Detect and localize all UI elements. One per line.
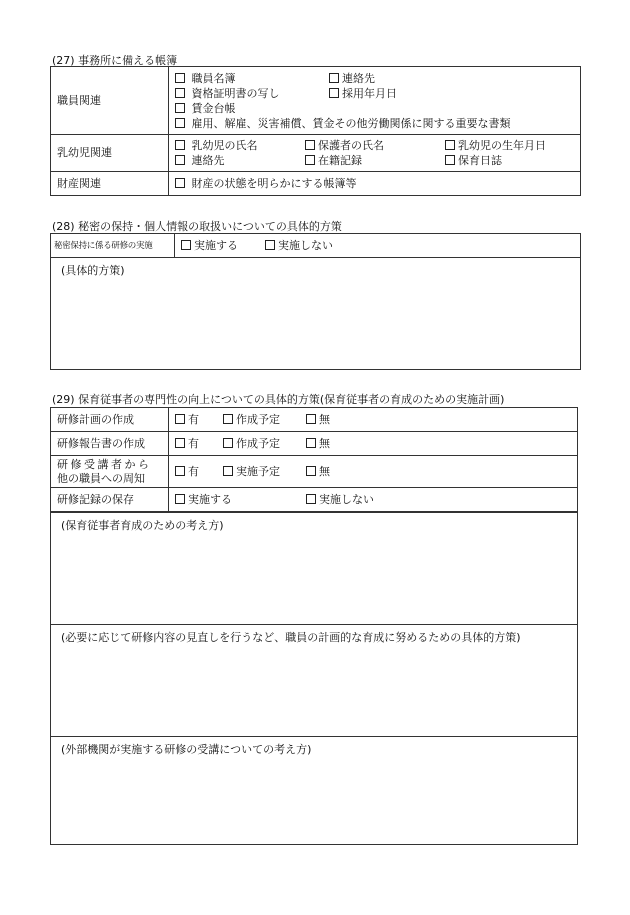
confidentiality-training-label: 秘密保持に係る研修の実施 <box>51 234 175 258</box>
checkbox[interactable] <box>329 88 339 98</box>
training-review-box[interactable] <box>50 624 578 737</box>
confidentiality-options: 実施する 実施しない <box>175 234 581 258</box>
staff-items: 職員名簿 連絡先 資格証明書の写し 採用年月日 賃金台帳 雇用、解雇、災害補償、賃金その他労働関係に関する重要な書類 <box>169 67 581 135</box>
row-label-plan: 研修計画の作成 <box>51 408 169 432</box>
row-label-infant: 乳幼児関連 <box>51 135 169 172</box>
checkbox[interactable] <box>305 140 315 150</box>
plan-options: 有 作成予定 無 <box>169 408 578 432</box>
row-label-staff: 職員関連 <box>51 67 169 135</box>
external-training-box[interactable] <box>50 736 578 845</box>
specific-measures-box[interactable] <box>50 257 581 370</box>
training-philosophy-box[interactable] <box>50 512 578 625</box>
checkbox[interactable] <box>445 155 455 165</box>
checkbox[interactable] <box>329 73 339 83</box>
checkbox[interactable] <box>445 140 455 150</box>
checkbox[interactable] <box>306 414 316 424</box>
confidentiality-table <box>50 233 581 258</box>
checkbox[interactable] <box>306 438 316 448</box>
checkbox[interactable] <box>175 178 185 188</box>
report-options: 有 作成予定 無 <box>169 432 578 456</box>
training-table <box>50 407 578 512</box>
checkbox[interactable] <box>175 466 185 476</box>
checkbox[interactable] <box>175 155 185 165</box>
checkbox[interactable] <box>306 494 316 504</box>
checkbox[interactable] <box>175 414 185 424</box>
row-label-assets: 財産関連 <box>51 172 169 196</box>
checkbox[interactable] <box>175 73 185 83</box>
checkbox[interactable] <box>175 88 185 98</box>
checkbox[interactable] <box>175 140 185 150</box>
checkbox[interactable] <box>181 240 191 250</box>
section-29-heading: (29) 保育従事者の専門性の向上についての具体的方策(保育従事者の育成のための実施計画) <box>52 393 505 406</box>
row-label-report: 研修報告書の作成 <box>51 432 169 456</box>
share-options: 有 実施予定 無 <box>169 456 578 488</box>
assets-items: 財産の状態を明らかにする帳簿等 <box>169 172 581 196</box>
records-options: 実施する 実施しない <box>169 488 578 512</box>
ledger-table <box>50 66 581 196</box>
training-philosophy-label: (保育従事者育成のための考え方) <box>61 519 224 532</box>
section-27-heading: (27) 事務所に備える帳簿 <box>52 54 178 67</box>
training-review-label: (必要に応じて研修内容の見直しを行うなど、職員の計画的な育成に努めるための具体的方策) <box>61 631 521 644</box>
checkbox[interactable] <box>175 438 185 448</box>
checkbox[interactable] <box>175 103 185 113</box>
row-label-records: 研修記録の保存 <box>51 488 169 512</box>
checkbox[interactable] <box>223 438 233 448</box>
infant-items: 乳幼児の氏名 保護者の氏名 乳幼児の生年月日 連絡先 在籍記録 保育日誌 <box>169 135 581 172</box>
checkbox[interactable] <box>175 118 185 128</box>
external-training-label: (外部機関が実施する研修の受講についての考え方) <box>61 743 312 756</box>
checkbox[interactable] <box>265 240 275 250</box>
section-28-heading: (28) 秘密の保持・個人情報の取扱いについての具体的方策 <box>52 220 342 233</box>
checkbox[interactable] <box>175 494 185 504</box>
checkbox[interactable] <box>223 466 233 476</box>
checkbox[interactable] <box>306 466 316 476</box>
specific-measures-label: (具体的方策) <box>61 264 125 277</box>
row-label-share: 研修受講者から 他の職員への周知 <box>51 456 169 488</box>
checkbox[interactable] <box>305 155 315 165</box>
checkbox[interactable] <box>223 414 233 424</box>
